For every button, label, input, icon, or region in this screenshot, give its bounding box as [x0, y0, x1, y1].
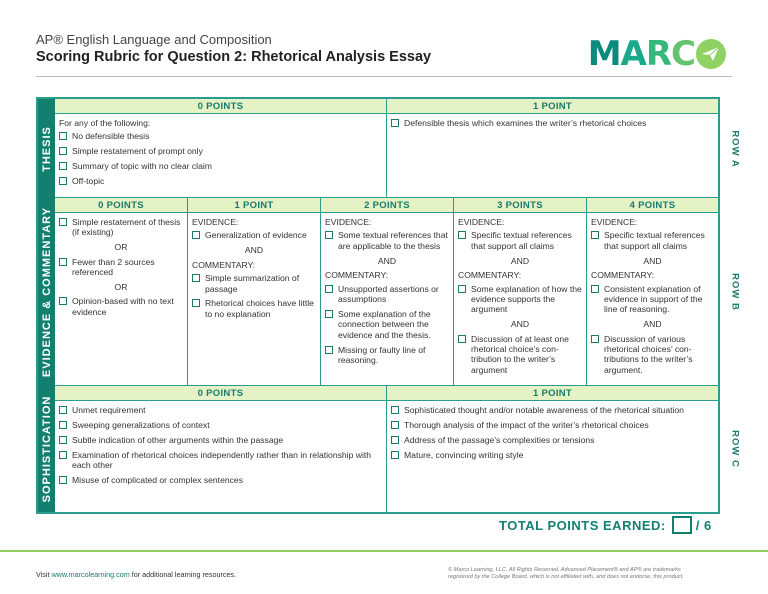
- evidence-col0-header: 0 POINTS: [55, 198, 187, 213]
- sophistication-one-cell: [387, 386, 718, 512]
- checkbox[interactable]: [59, 421, 67, 429]
- or-label: OR: [114, 282, 128, 293]
- evidence-col2-header: 2 POINTS: [321, 198, 453, 213]
- checkbox[interactable]: [458, 231, 466, 239]
- and-label: AND: [377, 255, 397, 266]
- and-label: AND: [643, 319, 662, 330]
- row-label-a: ROW A: [729, 129, 741, 168]
- checkbox-item[interactable]: Defensible thesis which examines the writer’s rhetorical choices: [391, 118, 714, 128]
- checkbox[interactable]: [59, 258, 67, 266]
- course-subtitle: AP® English Language and Composition: [36, 32, 272, 47]
- checkbox[interactable]: [59, 132, 67, 140]
- sophistication-zero-cell: [55, 386, 387, 512]
- paper-plane-icon: [696, 39, 726, 69]
- and-label: AND: [510, 255, 530, 266]
- checkbox-item[interactable]: Consistent explanation of evidence in support of the line of reasoning.: [591, 284, 714, 315]
- checkbox-item[interactable]: Some explanation of the connection between the evidence and the thesis.: [325, 309, 449, 340]
- checkbox[interactable]: [458, 285, 466, 293]
- checkbox-item[interactable]: Simple restatement of thesis (if existing): [59, 217, 183, 238]
- side-label-thesis: THESIS: [38, 99, 55, 198]
- checkbox-item[interactable]: Rhetorical choices have little to no explanation: [192, 298, 316, 319]
- checkbox[interactable]: [59, 451, 67, 459]
- evidence-col0-cell: [55, 198, 188, 386]
- thesis-zero-cell: [55, 99, 387, 198]
- logo-letter-a: A: [620, 34, 646, 74]
- evidence-col1-cell: [188, 198, 321, 386]
- commentary-label: COMMENTARY:: [458, 270, 522, 281]
- page-header: [36, 32, 726, 72]
- checkbox[interactable]: [325, 346, 333, 354]
- checkbox-item[interactable]: Unsupported assertions or assumptions: [325, 284, 449, 305]
- checkbox[interactable]: [192, 274, 200, 282]
- checkbox-item[interactable]: Discussion of various rhetorical choices’ con-tributions to the writer’s argument.: [591, 334, 714, 376]
- marco-learning-link[interactable]: www.marcolearning.com: [51, 570, 130, 579]
- total-points-label: TOTAL POINTS EARNED:: [499, 517, 666, 533]
- footer-divider: [0, 550, 768, 552]
- row-label-c: ROW C: [729, 430, 741, 468]
- sophistication-zero-header: 0 POINTS: [55, 386, 386, 401]
- checkbox-item[interactable]: Sweeping generalizations of context: [59, 420, 382, 430]
- checkbox-item[interactable]: Thorough analysis of the impact of the writer’s rhetorical choices: [391, 420, 714, 430]
- checkbox-item[interactable]: Sophisticated thought and/or notable awareness of the rhetorical situation: [391, 405, 714, 415]
- checkbox[interactable]: [391, 406, 399, 414]
- checkbox-item[interactable]: Off-topic: [59, 176, 382, 186]
- total-points-max: / 6: [695, 517, 712, 533]
- header-divider: [36, 76, 732, 77]
- checkbox[interactable]: [325, 231, 333, 239]
- checkbox[interactable]: [192, 299, 200, 307]
- commentary-label: COMMENTARY:: [192, 259, 256, 270]
- checkbox-item[interactable]: Generalization of evidence: [192, 230, 316, 240]
- marco-logo: [588, 34, 726, 74]
- checkbox-item[interactable]: Missing or faulty line of reasoning.: [325, 345, 449, 366]
- commentary-label: COMMENTARY:: [325, 270, 389, 281]
- checkbox[interactable]: [391, 451, 399, 459]
- checkbox-item[interactable]: Some textual references that are applicable to the thesis: [325, 230, 449, 251]
- thesis-zero-header: 0 POINTS: [55, 99, 386, 114]
- and-label: AND: [643, 255, 662, 266]
- checkbox-item[interactable]: Mature, convincing writing style: [391, 450, 714, 460]
- checkbox[interactable]: [391, 436, 399, 444]
- checkbox[interactable]: [59, 476, 67, 484]
- checkbox-item[interactable]: Opinion-based with no text evidence: [59, 296, 183, 317]
- checkbox-item[interactable]: Unmet requirement: [59, 405, 382, 415]
- checkbox-item[interactable]: Some explanation of how the evidence supports the argument: [458, 284, 582, 315]
- evidence-col2-cell: [321, 198, 454, 386]
- checkbox-item[interactable]: Summary of topic with no clear claim: [59, 161, 382, 171]
- checkbox[interactable]: [591, 231, 599, 239]
- checkbox[interactable]: [591, 285, 599, 293]
- thesis-zero-intro: For any of the following:: [59, 118, 151, 128]
- checkbox[interactable]: [59, 177, 67, 185]
- checkbox[interactable]: [59, 436, 67, 444]
- scoring-rubric-table: [36, 97, 741, 514]
- total-points-input[interactable]: [672, 516, 692, 534]
- evidence-label: EVIDENCE:: [591, 217, 638, 227]
- sophistication-one-header: 1 POINT: [387, 386, 718, 401]
- side-label-sophistication: SOPHISTICATION: [38, 386, 55, 512]
- footer-legal: © Marco Learning, LLC. All Rights Reserved. Advanced Placement® and AP® are trademarks registered by the College Board, which is not affiliated with, and does not endorse, this product.: [448, 567, 684, 580]
- checkbox[interactable]: [59, 162, 67, 170]
- evidence-col1-header: 1 POINT: [188, 198, 320, 213]
- checkbox[interactable]: [325, 285, 333, 293]
- checkbox[interactable]: [591, 335, 599, 343]
- logo-letter-m: M: [587, 34, 621, 74]
- checkbox-item[interactable]: Specific textual references that support all claims: [458, 230, 582, 251]
- evidence-label: EVIDENCE:: [192, 217, 239, 227]
- checkbox[interactable]: [59, 147, 67, 155]
- checkbox[interactable]: [59, 218, 67, 226]
- checkbox[interactable]: [59, 297, 67, 305]
- checkbox-item[interactable]: Fewer than 2 sources referenced: [59, 257, 183, 278]
- and-label: AND: [244, 245, 264, 256]
- checkbox[interactable]: [458, 335, 466, 343]
- logo-letter-r: R: [645, 34, 672, 74]
- checkbox-item[interactable]: Subtle indication of other arguments within the passage: [59, 435, 382, 445]
- evidence-col4-header: 4 POINTS: [587, 198, 718, 213]
- checkbox[interactable]: [59, 406, 67, 414]
- total-points: [499, 516, 712, 534]
- checkbox[interactable]: [391, 119, 399, 127]
- checkbox-item[interactable]: No defensible thesis: [59, 131, 382, 141]
- footer-resources: Visit www.marcolearning.com for additional learning resources.: [36, 570, 237, 579]
- checkbox[interactable]: [391, 421, 399, 429]
- side-label-evidence: EVIDENCE & COMMENTARY: [38, 198, 55, 386]
- evidence-col4-cell: [587, 198, 718, 386]
- evidence-col3-header: 3 POINTS: [454, 198, 586, 213]
- commentary-label: COMMENTARY:: [591, 270, 655, 281]
- evidence-col3-cell: [454, 198, 587, 386]
- checkbox-item[interactable]: Examination of rhetorical choices independently rather than in relationship with each other: [59, 450, 382, 471]
- row-label-b: ROW B: [729, 273, 741, 311]
- checkbox[interactable]: [325, 310, 333, 318]
- checkbox-item[interactable]: Address of the passage’s complexities or tensions: [391, 435, 714, 445]
- checkbox-item[interactable]: Discussion of at least one rhetorical choice’s con-tribution to the writer’s argument: [458, 334, 582, 376]
- checkbox-item[interactable]: Simple restatement of prompt only: [59, 146, 382, 156]
- checkbox-item[interactable]: Simple summarization of passage: [192, 273, 316, 294]
- evidence-label: EVIDENCE:: [458, 217, 505, 227]
- and-label: AND: [510, 319, 530, 330]
- checkbox[interactable]: [192, 231, 200, 239]
- or-label: OR: [114, 242, 128, 253]
- checkbox-item[interactable]: Specific textual references that support all claims: [591, 230, 714, 251]
- logo-letter-c: C: [671, 34, 695, 74]
- thesis-one-cell: [387, 99, 718, 198]
- page-title: Scoring Rubric for Question 2: Rhetorical Analysis Essay: [36, 49, 432, 65]
- evidence-label: EVIDENCE:: [325, 217, 372, 227]
- thesis-one-header: 1 POINT: [387, 99, 718, 114]
- checkbox-item[interactable]: Misuse of complicated or complex sentences: [59, 475, 382, 485]
